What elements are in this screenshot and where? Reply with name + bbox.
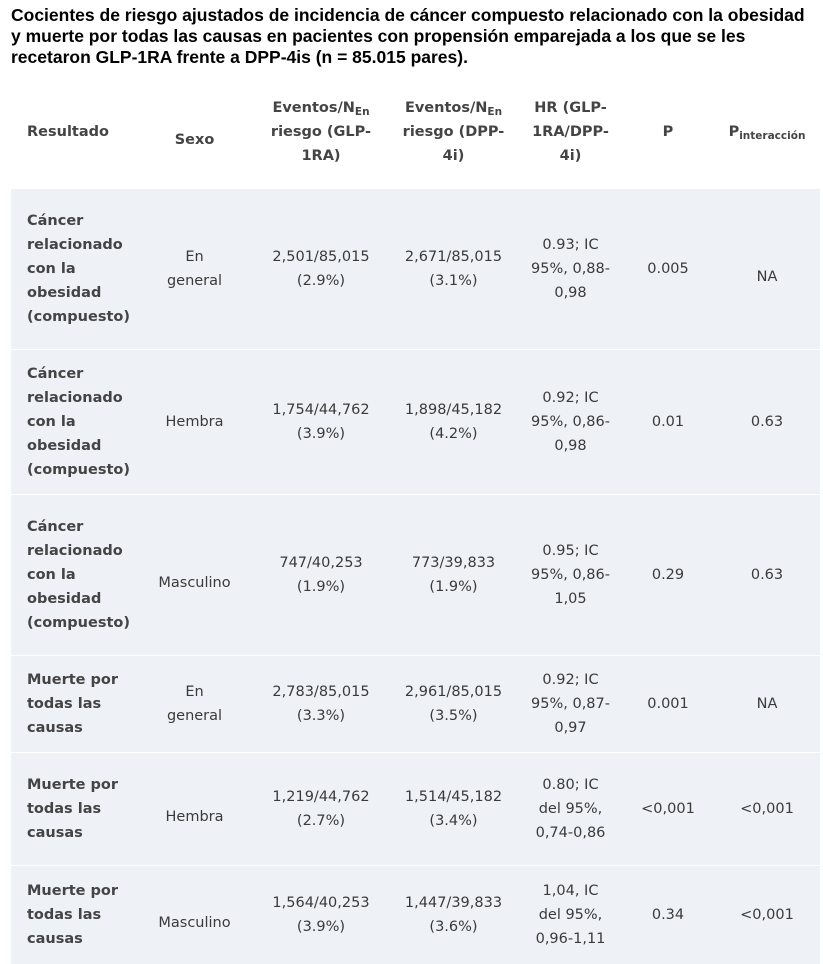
cell-events-glp: 1,219/44,762 (2.7%) — [254, 753, 388, 865]
cell-p: 0.01 — [622, 350, 714, 494]
cell-events-dpp: 2,671/85,015 (3.1%) — [388, 189, 519, 349]
cell-p: 0.005 — [622, 189, 714, 349]
cell-sex: Hembra — [135, 753, 254, 865]
cell-events-glp: 2,501/85,015 (2.9%) — [254, 189, 388, 349]
header-outcome: Resultado — [27, 123, 109, 140]
cell-outcome: Muerte por todas las causas — [11, 866, 135, 964]
cell-events-glp: 1,564/40,253 (3.9%) — [254, 866, 388, 964]
table-row — [11, 350, 820, 494]
table-row — [11, 866, 820, 964]
cell-outcome: Cáncer relacionado con la obesidad (compuesto) — [11, 350, 135, 494]
cell-events-glp: 1,754/44,762 (3.9%) — [254, 350, 388, 494]
cell-outcome: Cáncer relacionado con la obesidad (compuesto) — [11, 495, 135, 655]
table-row — [11, 189, 820, 349]
cell-events-glp: 747/40,253 (1.9%) — [254, 495, 388, 655]
cell-p-interaction: 0.63 — [714, 350, 820, 494]
header-events-dpp-subscript: En — [487, 105, 503, 118]
cell-p: 0.29 — [622, 495, 714, 655]
header-events-glp-subscript: En — [354, 105, 370, 118]
cell-hr: 0.93; IC 95%, 0,88-0,98 — [519, 189, 622, 349]
cell-hr: 0.80; IC del 95%, 0,74-0,86 — [519, 753, 622, 865]
cell-p: 0.34 — [622, 866, 714, 964]
cell-sex: Hembra — [135, 350, 254, 494]
cell-events-glp: 2,783/85,015 (3.3%) — [254, 656, 388, 752]
table-row — [11, 495, 820, 655]
results-table — [11, 74, 820, 964]
cell-events-dpp: 2,961/85,015 (3.5%) — [388, 656, 519, 752]
cell-events-dpp: 1,447/39,833 (3.6%) — [388, 866, 519, 964]
cell-sex: En general — [135, 656, 254, 752]
table-row — [11, 656, 820, 752]
header-p-interaction: $P_{interacción}$ — [728, 123, 806, 142]
cell-p: <0,001 — [622, 753, 714, 865]
cell-hr: 1,04, IC del 95%, 0,96-1,11 — [519, 866, 622, 964]
table-title: Cocientes de riesgo ajustados de incidencia de cáncer compuesto relacionado con la obesidad y muerte por todas las causas en pacientes con propensión emparejada a los que se les recetaron GLP-1RA frente a DPP-4is (n = 85.015 pares). — [11, 5, 805, 67]
cell-sex: Masculino — [135, 495, 254, 655]
cell-hr: 0.92; IC 95%, 0,87-0,97 — [519, 656, 622, 752]
header-events-glp: Eventos/$N_{En}$ riesgo (GLP-1RA) — [270, 99, 372, 164]
cell-outcome: Muerte por todas las causas — [11, 656, 135, 752]
cell-hr: 0.92; IC 95%, 0,86-0,98 — [519, 350, 622, 494]
cell-sex: Masculino — [135, 866, 254, 964]
cell-p-interaction: 0.63 — [714, 495, 820, 655]
table-row — [11, 753, 820, 865]
cell-p-interaction: NA — [714, 656, 820, 752]
cell-hr: 0.95; IC 95%, 0,86-1,05 — [519, 495, 622, 655]
cell-events-dpp: 773/39,833 (1.9%) — [388, 495, 519, 655]
header-p: P — [662, 123, 674, 140]
cell-p-interaction: <0,001 — [714, 753, 820, 865]
cell-p: 0.001 — [622, 656, 714, 752]
header-p-interaction-subscript: interacción — [739, 129, 806, 142]
header-events-dpp: Eventos/$N_{En}$ riesgo (DPP-4i) — [402, 99, 505, 164]
header-hr: HR (GLP-1RA/DPP-4i) — [532, 99, 609, 164]
cell-p-interaction: NA — [714, 189, 820, 349]
cell-outcome: Cáncer relacionado con la obesidad (compuesto) — [11, 189, 135, 349]
cell-events-dpp: 1,898/45,182 (4.2%) — [388, 350, 519, 494]
header-row — [11, 74, 820, 189]
cell-outcome: Muerte por todas las causas — [11, 753, 135, 865]
cell-p-interaction: <0,001 — [714, 866, 820, 964]
cell-events-dpp: 1,514/45,182 (3.4%) — [388, 753, 519, 865]
header-sex: Sexo — [174, 131, 215, 148]
cell-sex: En general — [135, 189, 254, 349]
